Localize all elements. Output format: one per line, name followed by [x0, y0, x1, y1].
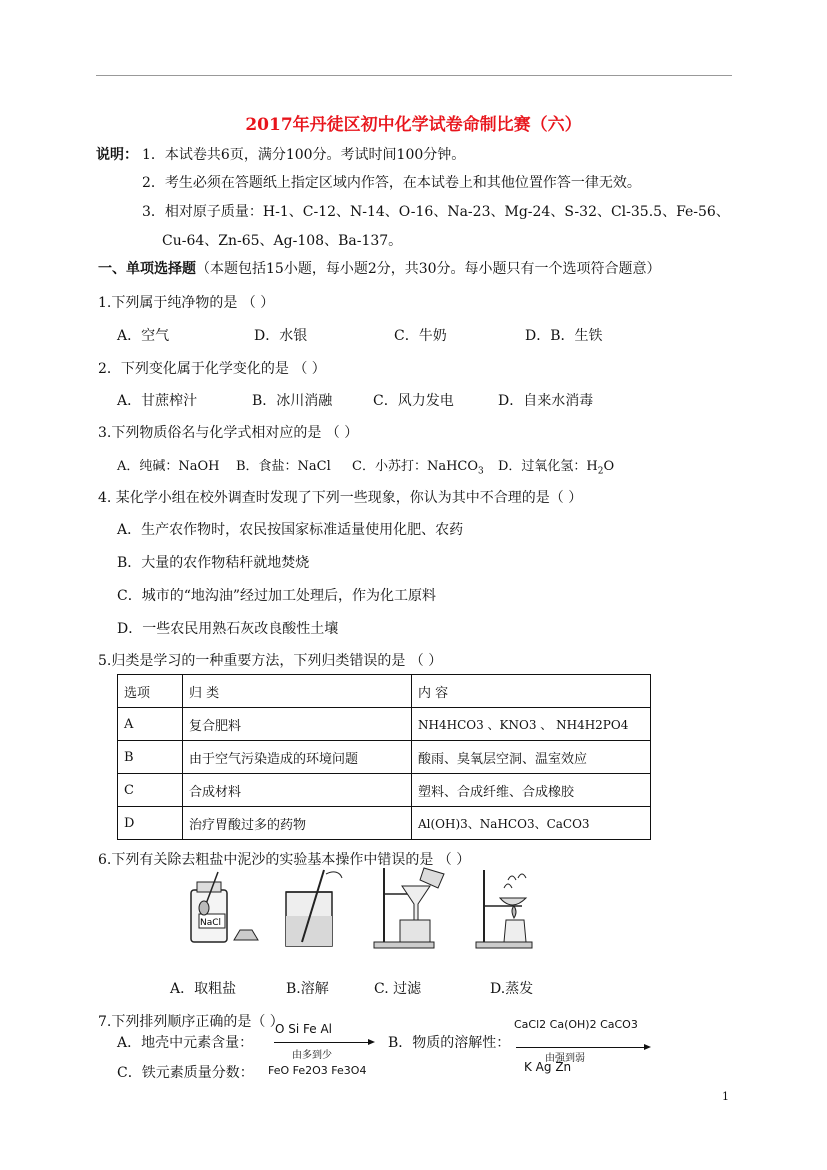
q7-a-arrow — [274, 1042, 370, 1043]
q3-option: D．过氧化氢：$H_2O$ — [498, 459, 615, 477]
q6-option: D.蒸发 — [490, 981, 534, 997]
q6-stem: 6.下列有关除去粗盐中泥沙的实验基本操作中错误的是 （ ） — [98, 852, 471, 868]
table-cell: D — [118, 807, 183, 840]
q4-option: A．生产农作物时，农民按国家标准适量使用化肥、农药 — [117, 522, 464, 538]
bottle-label: NaCl — [200, 918, 222, 928]
q4-option: D．一些农民用熟石灰改良酸性土壤 — [117, 621, 339, 637]
q2-option: C．风力发电 — [373, 393, 454, 409]
q4-option: C．城市的“地沟油”经过加工处理后，作为化工原料 — [117, 588, 437, 604]
table-row — [118, 807, 651, 840]
fig-dissolve — [282, 866, 352, 950]
q1-option: D．B．生铁 — [525, 328, 603, 344]
q3-option: A．纯碱：NaOH — [117, 459, 220, 474]
q7-a-label: A．地壳中元素含量： — [117, 1035, 254, 1051]
q6-option: A．取粗盐 — [170, 981, 237, 997]
table-cell: Al(OH)3、NaHCO3、CaCO3 — [412, 807, 651, 840]
table-cell: C — [118, 774, 183, 807]
fig-take-salt — [188, 868, 268, 948]
note-1: 1．本试卷共6页，满分100分。考试时间100分钟。 — [142, 147, 466, 163]
table-cell: 由于空气污染造成的环境问题 — [183, 741, 412, 774]
q7-stem: 7.下列排列顺序正确的是（ ） — [98, 1014, 284, 1030]
table-header-cell: 归 类 — [183, 675, 412, 708]
table-header-row — [118, 675, 651, 708]
header-rule — [96, 75, 732, 76]
table-cell: B — [118, 741, 183, 774]
arrow-right-icon — [644, 1044, 651, 1050]
table-row — [118, 774, 651, 807]
q7-b-sequence: CaCl2 Ca(OH)2 CaCO3 — [514, 1018, 638, 1031]
table-cell: 塑料、合成纤维、合成橡胶 — [412, 774, 651, 807]
q7-b-arrow — [516, 1047, 646, 1048]
q1-option: A．空气 — [117, 328, 170, 344]
q1-option: C．牛奶 — [394, 328, 447, 344]
q2-stem: 2．下列变化属于化学变化的是 （ ） — [98, 361, 326, 377]
table-cell: 合成材料 — [183, 774, 412, 807]
q6-option: B.溶解 — [286, 981, 329, 997]
table-header-cell: 选项 — [118, 675, 183, 708]
table-cell: NH4HCO3 、KNO3 、 NH4H2PO4 — [412, 708, 651, 741]
note-3: 3．相对原子质量：H-1、C-12、N-14、O-16、Na-23、Mg-24、S-32、Cl-35.5、Fe-56、 — [142, 204, 730, 220]
q2-option: D．自来水消毒 — [498, 393, 594, 409]
q7-a-sequence: O Si Fe Al — [275, 1022, 333, 1036]
q3-option: C．小苏打：NaHCO$_3$ — [352, 459, 484, 477]
q2-option: A．甘蔗榨汁 — [117, 393, 198, 409]
fig-evaporate — [470, 866, 550, 950]
page-number: 1 — [722, 1090, 729, 1103]
page-title: 2017年丹徒区初中化学试卷命制比赛（六） — [245, 115, 582, 135]
q3-stem: 3.下列物质俗名与化学式相对应的是 （ ） — [98, 425, 359, 441]
q5-table — [117, 674, 651, 840]
arrow-right-icon — [368, 1039, 375, 1045]
note-4: Cu-64、Zn-65、Ag-108、Ba-137。 — [162, 233, 403, 249]
fig-filter — [372, 864, 452, 950]
table-header-cell: 内 容 — [412, 675, 651, 708]
q7-a-direction: 由多到少 — [292, 1050, 332, 1061]
q7-b-under: K Ag Zn — [524, 1060, 572, 1074]
section-heading: 一、单项选择题（本题包括15小题，每小题2分，共30分。每小题只有一个选项符合题意） — [98, 261, 661, 277]
table-cell: 治疗胃酸过多的药物 — [183, 807, 412, 840]
notes-label: 说明： — [96, 147, 138, 163]
q7-c-label: C．铁元素质量分数： — [117, 1065, 254, 1081]
q4-option: B．大量的农作物秸秆就地焚烧 — [117, 555, 310, 571]
q7-c-sequence: FeO Fe2O3 Fe3O4 — [268, 1064, 367, 1077]
q3-option: B．食盐：NaCl — [236, 459, 331, 474]
q7-b-direction: 由强到弱 — [545, 1053, 585, 1064]
q6-option: C. 过滤 — [374, 981, 422, 997]
table-cell: 复合肥料 — [183, 708, 412, 741]
q2-option: B．冰川消融 — [252, 393, 333, 409]
table-cell: 酸雨、臭氧层空洞、温室效应 — [412, 741, 651, 774]
table-row — [118, 741, 651, 774]
table-row — [118, 708, 651, 741]
note-2: 2．考生必须在答题纸上指定区域内作答，在本试卷上和其他位置作答一律无效。 — [142, 175, 641, 191]
q4-stem: 4. 某化学小组在校外调查时发现了下列一些现象，你认为其中不合理的是（ ） — [98, 490, 583, 506]
q1-option: D．水银 — [254, 328, 308, 344]
q7-b-label: B．物质的溶解性： — [388, 1035, 511, 1051]
q1-stem: 1.下列属于纯净物的是 （ ） — [98, 295, 275, 311]
table-cell: A — [118, 708, 183, 741]
q5-stem: 5.归类是学习的一种重要方法，下列归类错误的是 （ ） — [98, 653, 443, 669]
